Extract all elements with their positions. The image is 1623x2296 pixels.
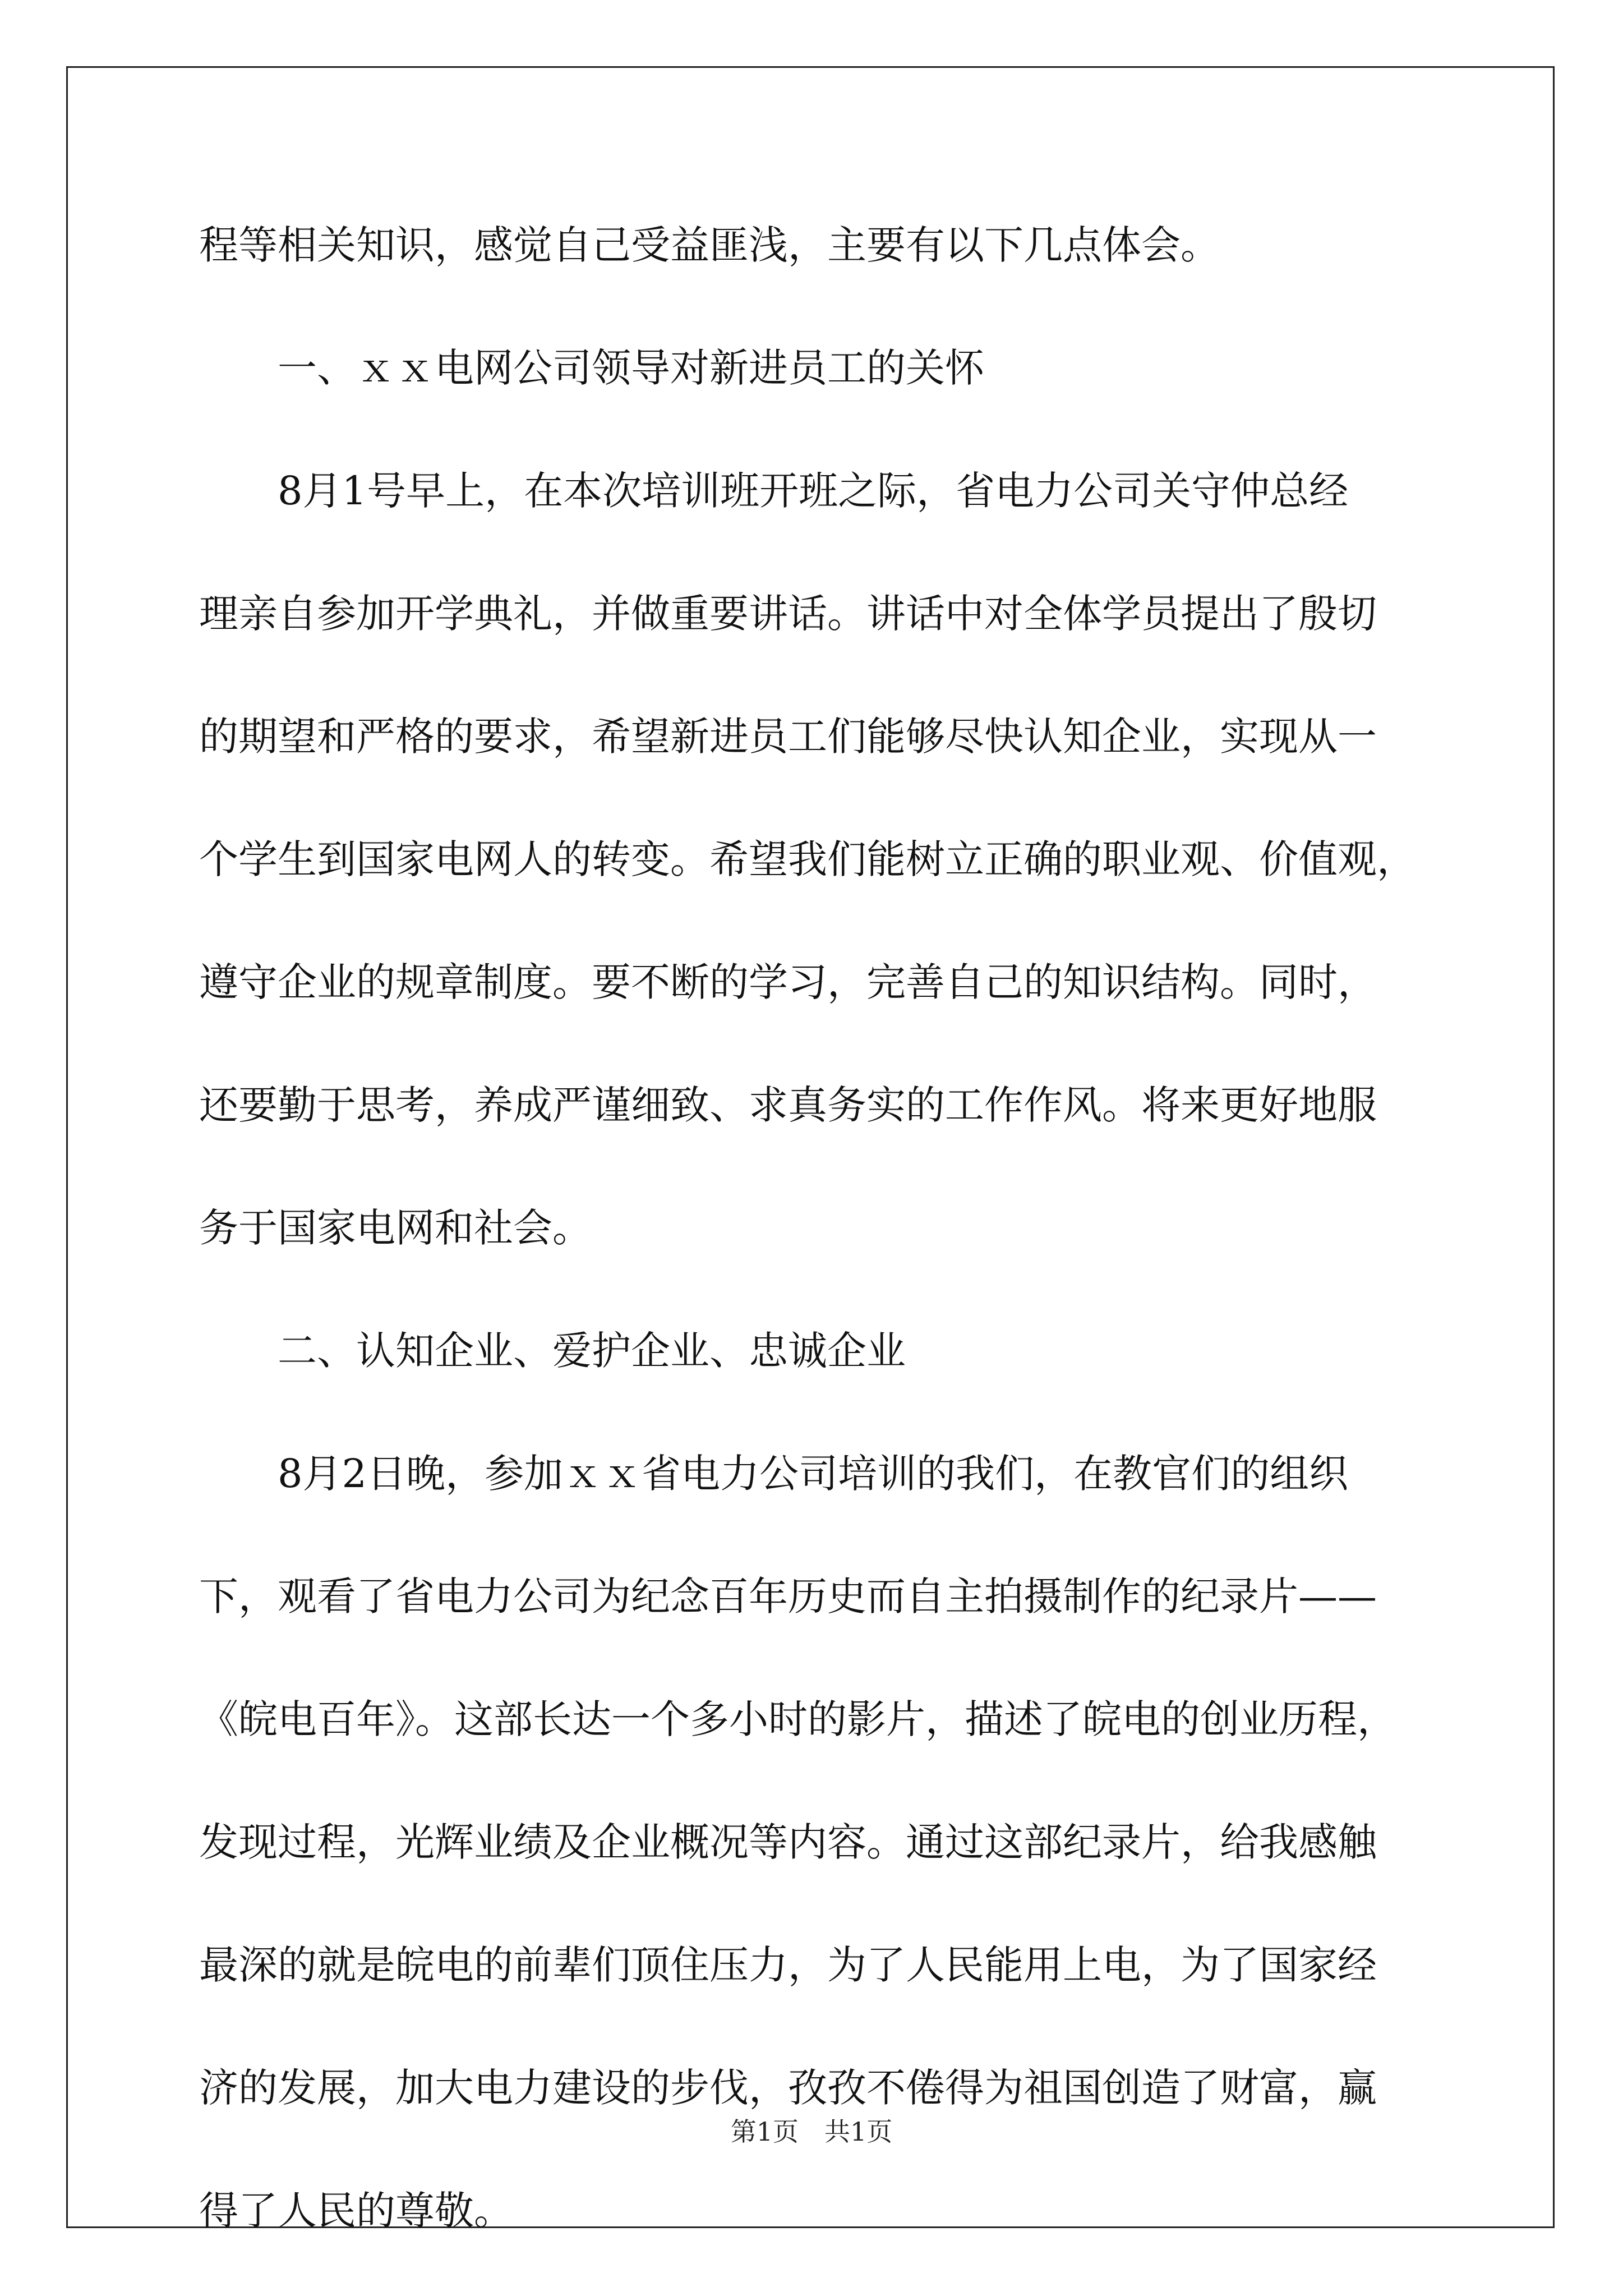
text-line: 8月2日晚，参加ｘｘ省电力公司培训的我们，在教官们的组织 <box>199 1451 1349 1497</box>
text-line: 个学生到国家电网人的转变。希望我们能树立正确的职业观、价值观， <box>199 836 1416 882</box>
text-line: 务于国家电网和社会。 <box>199 1205 592 1251</box>
text-line: 遵守企业的规章制度。要不断的学习，完善自己的知识结构。同时， <box>199 959 1377 1005</box>
text-line: 得了人民的尊敬。 <box>199 2188 513 2234</box>
text-line: 理亲自参加开学典礼，并做重要讲话。讲话中对全体学员提出了殷切 <box>199 591 1377 637</box>
text-line: 程等相关知识，感觉自己受益匪浅，主要有以下几点体会。 <box>199 222 1220 268</box>
text-line: 下，观看了省电力公司为纪念百年历史而自主拍摄制作的纪录片—— <box>199 1573 1377 1619</box>
text-line: 发现过程，光辉业绩及企业概况等内容。通过这部纪录片，给我感触 <box>199 1819 1377 1865</box>
section-heading: 一、ｘｘ电网公司领导对新进员工的关怀 <box>199 345 984 391</box>
text-line: 最深的就是皖电的前辈们顶住压力，为了人民能用上电，为了国家经 <box>199 1942 1377 1988</box>
text-line: 的期望和严格的要求，希望新进员工们能够尽快认知企业，实现从一 <box>199 714 1377 760</box>
section-heading: 二、认知企业、爱护企业、忠诚企业 <box>199 1328 906 1374</box>
text-line: 济的发展，加大电力建设的步伐，孜孜不倦得为祖国创造了财富，赢 <box>199 2065 1377 2111</box>
text-line: 8月1号早上，在本次培训班开班之际，省电力公司关守仲总经 <box>199 468 1349 514</box>
text-line: 还要勤于思考，养成严谨细致、求真务实的工作作风。将来更好地服 <box>199 1082 1377 1128</box>
page-number-footer: 第1页 共1页 <box>730 2116 893 2147</box>
text-line: 《皖电百年》。这部长达一个多小时的影片，描述了皖电的创业历程， <box>199 1696 1396 1742</box>
